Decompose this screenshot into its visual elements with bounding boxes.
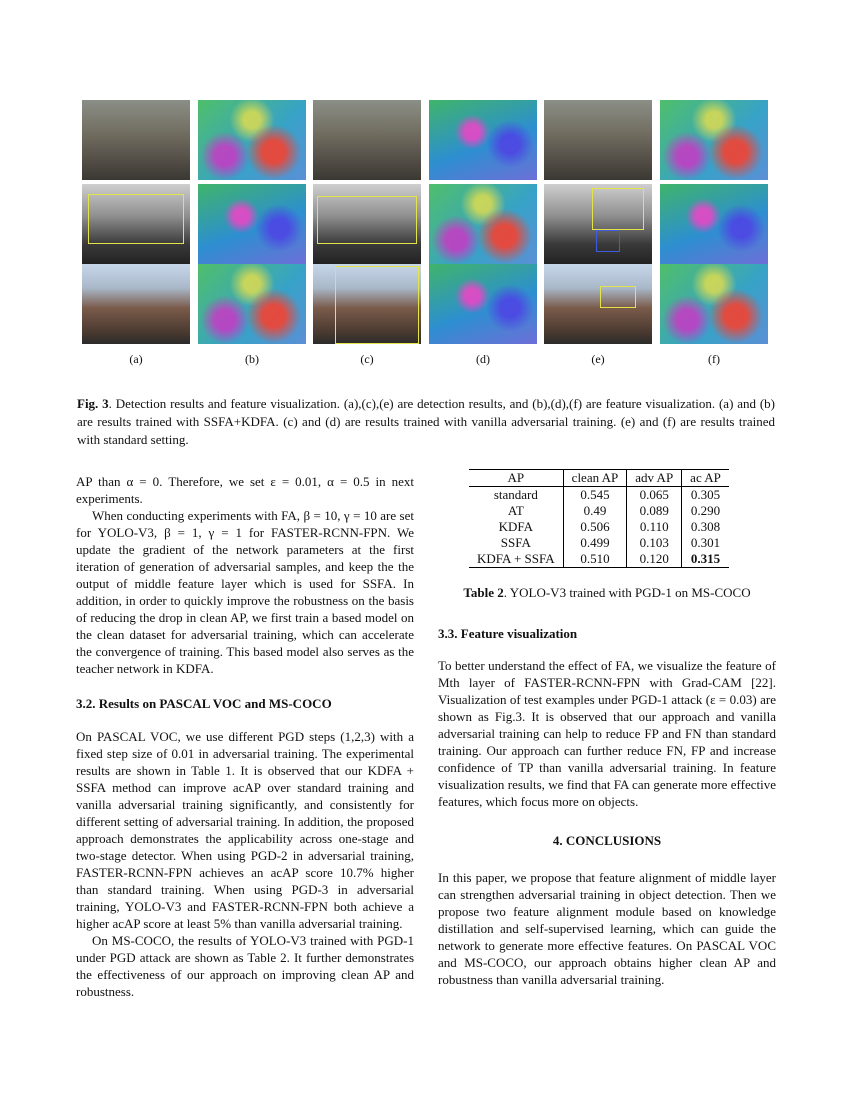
table-row xyxy=(469,519,729,535)
image-b-row2 xyxy=(198,184,306,264)
image-e-row2 xyxy=(544,184,652,264)
table-row xyxy=(469,551,729,568)
section-heading-3-3: 3.3. Feature visualization xyxy=(438,626,578,641)
table-caption-text: . YOLO-V3 trained with PGD-1 on MS-COCO xyxy=(503,585,751,600)
detection-box xyxy=(317,196,417,244)
image-c-row3 xyxy=(313,264,421,344)
image-e-row3 xyxy=(544,264,652,344)
right-column xyxy=(438,625,776,988)
paragraph: When conducting experiments with FA, β = 10, γ = 10 are set for YOLO-V3, β = 1, γ = 1 for FASTER-RCNN-FPN. We update the gradient of the network parameters at the first iteration of generation of adversarial samples, and keep the the output of middle feature layer which is used for SSFA. In addition, in order to quickly improve the robustness on the basis of reducing the drop in clean AP, we first train a based model on the clean dataset for adversarial training, which can accelerate the convergence of training. This based model also serves as the teacher network in KDFA. xyxy=(76,508,414,676)
table-2-caption xyxy=(438,584,776,601)
image-b-row3 xyxy=(198,264,306,344)
paragraph: On PASCAL VOC, we use different PGD steps (1,2,3) with a fixed step size of 0.01 in adversarial training. The experimental results are shown in Table 1. It is observed that our KDFA + SSFA method can improve acAP over standard training and vanilla adversarial training significantly, and consistently for different setting of adversarial training. In addition, the proposed approach demonstrates the applicability across one-stage and two-stage detector. When using PGD-2 in adversarial training, FASTER-RCNN-FPN achieves an acAP score 10.7% higher than standard training. When using PGD-3 in adversarial training, YOLO-V3 and FASTER-RCNN-FPN both achieve a higher acAP score at least 5% than vanilla adversarial training. xyxy=(76,729,414,931)
section-heading-4: 4. CONCLUSIONS xyxy=(552,833,662,848)
table-cell: SSFA xyxy=(469,535,563,551)
detection-box xyxy=(596,230,620,252)
table-cell: 0.305 xyxy=(690,487,721,502)
table-cell: 0.089 xyxy=(627,503,682,519)
table-cell: 0.545 xyxy=(563,487,627,504)
image-a-row3 xyxy=(82,264,190,344)
image-f-row2 xyxy=(660,184,768,264)
table-cell: KDFA + SSFA xyxy=(469,551,563,568)
label-d: (d) xyxy=(476,352,490,366)
table-cell: 0.120 xyxy=(627,551,682,568)
label-f: (f) xyxy=(708,352,720,366)
image-c-row1 xyxy=(313,100,421,180)
figure-caption xyxy=(77,395,775,449)
label-c: (c) xyxy=(360,352,374,366)
image-a-row2 xyxy=(82,184,190,264)
detection-box xyxy=(592,188,644,230)
label-e: (e) xyxy=(591,352,605,366)
table-cell: 0.510 xyxy=(563,551,627,568)
caption-label: Fig. 3 xyxy=(77,396,109,411)
image-f-row1 xyxy=(660,100,768,180)
table-cell: KDFA xyxy=(469,519,563,535)
table-cell: 0.506 xyxy=(563,519,627,535)
table-cell: 0.065 xyxy=(627,487,682,504)
table-row xyxy=(469,503,729,519)
image-d-row1 xyxy=(429,100,537,180)
table-cell: 0.499 xyxy=(563,535,627,551)
table-cell: AT xyxy=(469,503,563,519)
label-a: (a) xyxy=(129,352,143,366)
section-heading-3-2: 3.2. Results on PASCAL VOC and MS-COCO xyxy=(76,696,332,711)
figure-3 xyxy=(82,100,772,366)
paragraph: In this paper, we propose that feature alignment of middle layer can strengthen adversarial training in object detection. Then we propose two feature alignment module based on knowledge distillation and self-supervised learning, which can guide the network to generate more effective features. On PASCAL VOC and MS-COCO, our approach obtains higher clean AP and robustness than vanilla adversarial training. xyxy=(438,870,776,987)
table-cell: 0.301 xyxy=(690,535,721,550)
table-header: clean AP xyxy=(563,470,627,487)
table-header: AP xyxy=(469,470,563,487)
caption-text: . Detection results and feature visualization. (a),(c),(e) are detection results, and (b),(d),(f) are feature visualization. (a) and (b) are results trained with SSFA+KDFA. (c) and (d) are results trained with vanilla adversarial training. (e) and (f) are results trained with standard setting. xyxy=(77,396,775,447)
paragraph: AP than α = 0. Therefore, we set ε = 0.01, α = 0.5 in next experiments. xyxy=(76,474,414,506)
table-2 xyxy=(469,469,729,568)
detection-box xyxy=(600,286,636,308)
table-cell: standard xyxy=(469,487,563,504)
table-cell: 0.49 xyxy=(563,503,627,519)
table-cell-best: 0.315 xyxy=(682,551,729,568)
left-column xyxy=(76,473,414,1000)
image-c-row2 xyxy=(313,184,421,264)
label-b: (b) xyxy=(245,352,259,366)
image-b-row1 xyxy=(198,100,306,180)
table-caption-label: Table 2 xyxy=(463,585,504,600)
table-row xyxy=(469,535,729,551)
image-e-row1 xyxy=(544,100,652,180)
table-header: ac AP xyxy=(682,470,729,487)
detection-box xyxy=(335,266,419,344)
paragraph: To better understand the effect of FA, we visualize the feature of Mth layer of FASTER-RCNN-FPN with Grad-CAM [22]. Visualization of test examples under PGD-1 attack (ε = 0.03) are shown as Fig.3. It is observed that our approach and vanilla adversarial training can help to reduce FP and FN than standard training. Our approach can further reduce FN, FP and increase confidence of TP than vanilla adversarial training. In feature visualization results, we find that FA can generate more effective features, which focus more on objects. xyxy=(438,658,776,809)
table-cell: 0.290 xyxy=(690,503,721,518)
table-cell: 0.308 xyxy=(690,519,721,534)
image-f-row3 xyxy=(660,264,768,344)
table-header: adv AP xyxy=(627,470,682,487)
table-cell: 0.110 xyxy=(627,519,682,535)
table-cell: 0.103 xyxy=(627,535,682,551)
image-d-row2 xyxy=(429,184,537,264)
detection-box xyxy=(88,194,184,244)
table-row xyxy=(469,487,729,504)
image-d-row3 xyxy=(429,264,537,344)
image-a-row1 xyxy=(82,100,190,180)
paragraph: On MS-COCO, the results of YOLO-V3 trained with PGD-1 under PGD attack are shown as Table 2. It further demonstrates the effectiveness of our approach on improving clean AP and robustness. xyxy=(76,933,414,999)
